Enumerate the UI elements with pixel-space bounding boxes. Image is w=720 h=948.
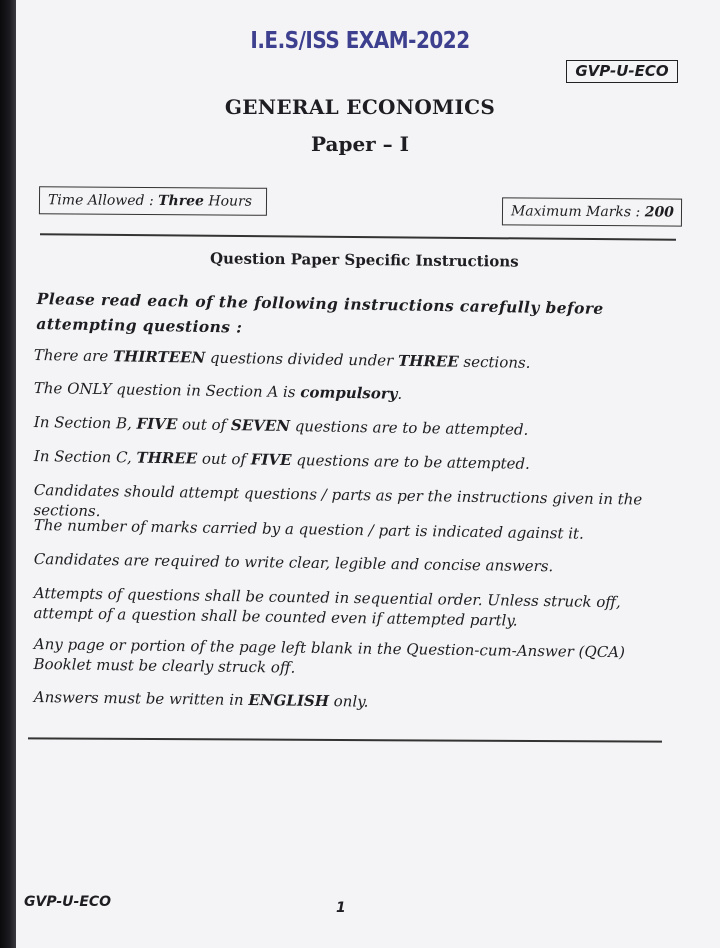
instruction-text: Candidates are required to write clear, legible and concise answers. [33, 549, 554, 576]
page-number: 1 [336, 900, 346, 916]
instruction-text: questions divided under [205, 348, 399, 370]
paper-number: Paper – I [311, 132, 409, 156]
time-allowed-box [39, 186, 267, 216]
instruction-text: Answers must be written in [33, 687, 249, 709]
instruction-text: There are [33, 345, 114, 366]
instruction-text: questions are to be attempted. [289, 417, 529, 439]
instruction-text: out of [177, 415, 232, 435]
footer-paper-code: GVP-U-ECO [24, 894, 112, 910]
instructions-heading: Question Paper Specific Instructions [209, 249, 519, 271]
instructions-intro: Please read each of the following instructions carefully before attempting questions : [36, 288, 604, 337]
time-allowed-value: Three [158, 193, 205, 210]
instruction-text: questions are to be attempted. [291, 451, 531, 473]
paper-title: GENERAL ECONOMICS [224, 95, 496, 119]
instruction-text: The number of marks carried by a question / part is indicated against it. [33, 515, 584, 543]
instruction-emphasis: SEVEN [230, 416, 291, 436]
time-allowed-unit: Hours [203, 193, 253, 210]
instruction-text: sections. [458, 352, 531, 372]
maximum-marks-box [502, 197, 682, 226]
paper-code-box: GVP-U-ECO [566, 60, 678, 83]
instruction-text: In Section C, [33, 446, 137, 467]
instruction-emphasis: FIVE [250, 450, 292, 470]
max-marks-value: 200 [644, 204, 675, 221]
instruction-text: In Section B, [33, 412, 137, 433]
exam-stamp: I.E.S/ISS EXAM-2022 [250, 26, 470, 54]
max-marks-label: Maximum Marks : [510, 203, 645, 221]
instruction-text: The ONLY question in Section A is [33, 378, 301, 402]
instruction-emphasis: THREE [136, 448, 198, 468]
instruction-text: Candidates should attempt questions / parts as per the instructions given in the sections. [33, 480, 643, 521]
instruction-emphasis: THIRTEEN [112, 347, 206, 367]
instruction-text: Attempts of questions shall be counted in sequential order. Unless struck off, attempt of a question shall be counted even if attempted partly. [33, 583, 621, 630]
instruction-emphasis: compulsory [300, 383, 398, 403]
instruction-text: only. [328, 692, 369, 711]
instruction-emphasis: FIVE [136, 414, 178, 434]
instruction-text: out of [197, 449, 251, 469]
instruction-emphasis: ENGLISH [248, 690, 330, 711]
instruction-emphasis: THREE [397, 351, 459, 371]
instruction-text: . [397, 384, 403, 403]
instruction-text: Any page or portion of the page left blank in the Question-cum-Answer (QCA) Booklet must be clearly struck off. [33, 634, 626, 677]
time-allowed-label: Time Allowed : [47, 192, 159, 210]
